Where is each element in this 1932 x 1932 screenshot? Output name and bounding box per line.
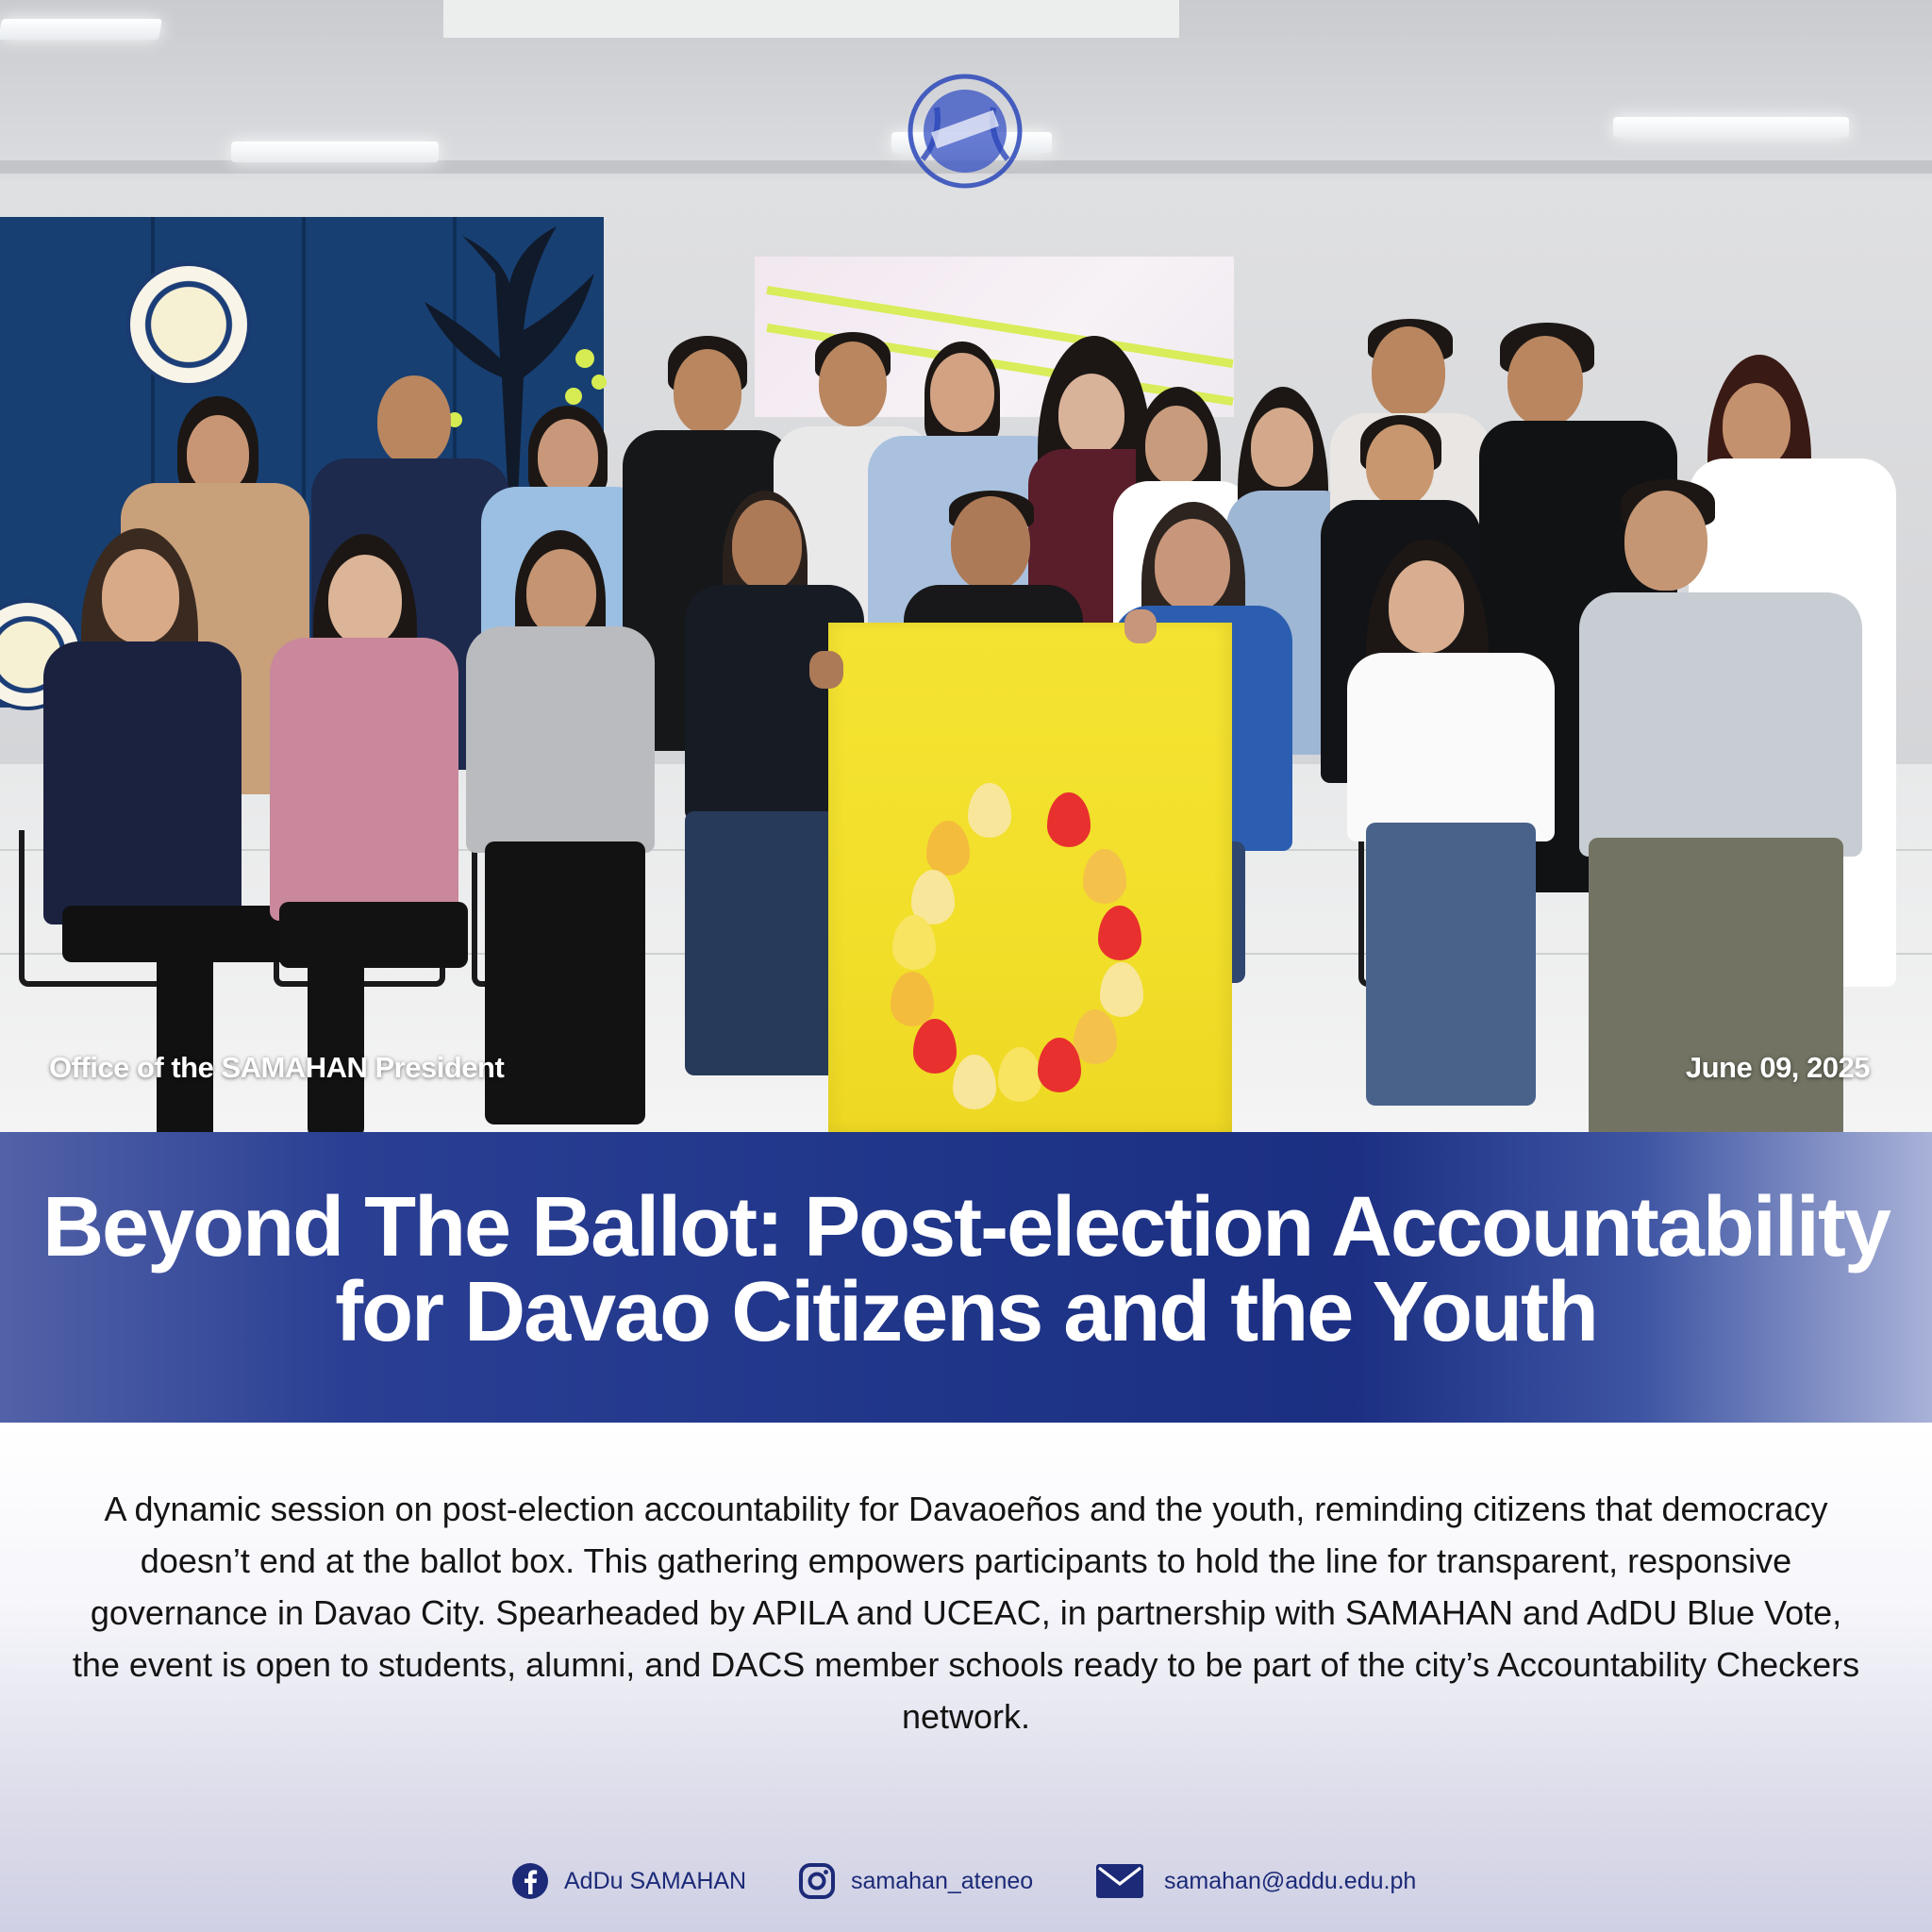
ceiling-light (1613, 117, 1849, 138)
instagram-contact[interactable] (798, 1860, 1033, 1902)
mail-icon (1096, 1862, 1143, 1900)
hand (809, 651, 843, 689)
facebook-label: AdDu SAMAHAN (564, 1867, 747, 1894)
event-description: A dynamic session on post-election accountability for Davaoeños and the youth, reminding citizens that democracy doesn’t end at the ballot box. This gathering empowers participants to hold the line for transparent, responsive governance in Davao City. Spearheaded by APILA and UCEAC, in partnership with SAMAHAN and AdDU Blue Vote, the event is open to students, alumni, and DACS member schools ready to be part of the city’s Accountability Checkers network. (72, 1490, 1860, 1736)
facebook-icon (511, 1862, 549, 1900)
title-line-1: Beyond The Ballot: Post-election Accountability (42, 1180, 1890, 1274)
ateneo-seal (126, 262, 251, 387)
flame-note (953, 1055, 996, 1109)
flame-note (1098, 906, 1141, 960)
instagram-label: samahan_ateneo (851, 1867, 1034, 1894)
instagram-icon (798, 1862, 836, 1900)
photo-date: June 09, 2025 (1685, 1051, 1870, 1084)
page-title (0, 1180, 1932, 1359)
samahan-logo (904, 70, 1026, 192)
yellow-banner (828, 623, 1232, 1132)
email-contact[interactable] (1096, 1860, 1416, 1902)
facebook-contact[interactable] (511, 1860, 746, 1902)
flame-note (1074, 1009, 1117, 1064)
title-line-2: for Davao Citizens and the Youth (335, 1265, 1597, 1359)
flame-note (1083, 849, 1126, 904)
photo-credit: Office of the SAMAHAN President (49, 1051, 505, 1084)
email-label: samahan@addu.edu.ph (1164, 1867, 1417, 1894)
flame-note (968, 783, 1011, 838)
flame-note (913, 1019, 957, 1074)
flame-note (1047, 792, 1091, 847)
ceiling-light (231, 142, 439, 162)
hand (1124, 609, 1157, 643)
flame-note (1100, 962, 1143, 1017)
flame-note (998, 1047, 1041, 1102)
flame-note (891, 972, 934, 1026)
ceiling-light (0, 19, 162, 40)
flame-note (926, 821, 970, 875)
